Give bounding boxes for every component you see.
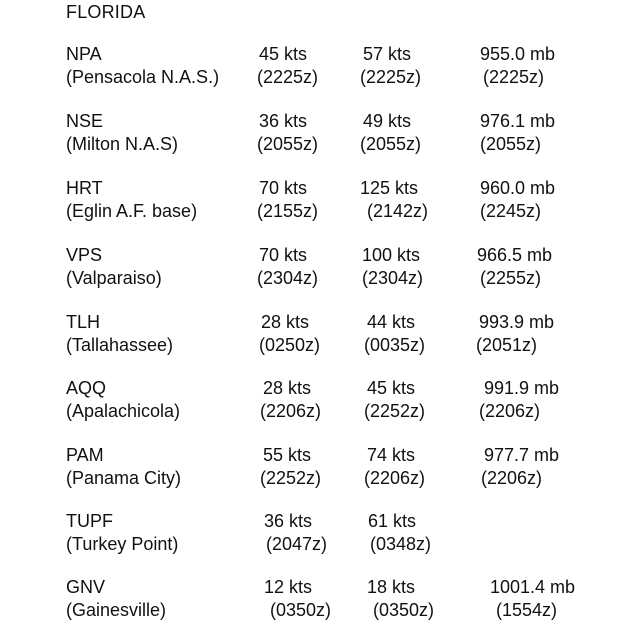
- min-pressure-cell: [480, 43, 555, 89]
- station-name: (Milton N.A.S): [66, 134, 179, 154]
- min-pressure-time: (2245z): [480, 201, 542, 221]
- station-row: [0, 444, 617, 494]
- peak-gust-cell: [360, 244, 423, 290]
- station-id-cell: [66, 110, 178, 156]
- min-pressure-time: (2206z): [481, 468, 543, 488]
- station-code: TUPF: [66, 511, 113, 531]
- peak-gust-time: (0348z): [370, 534, 432, 554]
- sustained-wind-value: 28 kts: [263, 378, 312, 398]
- station-name: (Gainesville): [66, 600, 167, 620]
- state-heading: FLORIDA: [66, 2, 146, 22]
- station-name: (Apalachicola): [66, 401, 181, 421]
- sustained-wind-time: (2252z): [260, 468, 322, 488]
- min-pressure-time: (1554z): [496, 600, 558, 620]
- peak-gust-value: 100 kts: [362, 245, 421, 265]
- min-pressure-time: (2055z): [480, 134, 542, 154]
- min-pressure-cell: [477, 244, 552, 290]
- min-pressure-cell: [480, 177, 555, 223]
- sustained-wind-cell: [260, 444, 321, 490]
- station-code: PAM: [66, 445, 104, 465]
- min-pressure-value: 1001.4 mb: [490, 577, 576, 597]
- peak-gust-value: 57 kts: [363, 44, 412, 64]
- sustained-wind-value: 55 kts: [263, 445, 312, 465]
- station-id-cell: [66, 43, 219, 89]
- min-pressure-value: 977.7 mb: [484, 445, 560, 465]
- sustained-wind-cell: [259, 311, 320, 357]
- peak-gust-time: (2055z): [360, 134, 422, 154]
- min-pressure-cell: [480, 110, 555, 156]
- min-pressure-value: 955.0 mb: [480, 44, 556, 64]
- min-pressure-time: (2255z): [480, 268, 542, 288]
- sustained-wind-time: (2206z): [260, 401, 322, 421]
- min-pressure-value: 991.9 mb: [484, 378, 560, 398]
- peak-gust-value: 61 kts: [368, 511, 417, 531]
- peak-gust-time: (2252z): [364, 401, 426, 421]
- min-pressure-value: 993.9 mb: [479, 312, 555, 332]
- peak-gust-cell: [367, 576, 434, 622]
- peak-gust-value: 49 kts: [363, 111, 412, 131]
- peak-gust-value: 18 kts: [367, 577, 416, 597]
- sustained-wind-value: 70 kts: [259, 178, 308, 198]
- station-row: [0, 377, 617, 427]
- sustained-wind-cell: [264, 510, 327, 556]
- station-row: [0, 311, 617, 361]
- min-pressure-time: (2051z): [476, 335, 538, 355]
- sustained-wind-cell: [257, 177, 318, 223]
- sustained-wind-time: (0250z): [259, 335, 321, 355]
- peak-gust-time: (2206z): [364, 468, 426, 488]
- station-id-cell: [66, 510, 178, 556]
- min-pressure-cell: [490, 576, 575, 622]
- peak-gust-cell: [364, 311, 425, 357]
- peak-gust-value: 125 kts: [360, 178, 419, 198]
- peak-gust-value: 74 kts: [367, 445, 416, 465]
- station-row: [0, 576, 617, 626]
- sustained-wind-value: 36 kts: [259, 111, 308, 131]
- station-id-cell: [66, 377, 180, 423]
- sustained-wind-time: (2047z): [266, 534, 328, 554]
- peak-gust-time: (0035z): [364, 335, 426, 355]
- peak-gust-value: 45 kts: [367, 378, 416, 398]
- station-code: NPA: [66, 44, 102, 64]
- sustained-wind-cell: [264, 576, 331, 622]
- sustained-wind-time: (2225z): [257, 67, 319, 87]
- station-row: [0, 510, 617, 560]
- min-pressure-time: (2206z): [479, 401, 541, 421]
- min-pressure-cell: [479, 377, 559, 423]
- station-code: TLH: [66, 312, 101, 332]
- station-name: (Pensacola N.A.S.): [66, 67, 220, 87]
- station-name: (Eglin A.F. base): [66, 201, 198, 221]
- peak-gust-value: 44 kts: [367, 312, 416, 332]
- sustained-wind-time: (2304z): [257, 268, 319, 288]
- sustained-wind-cell: [257, 43, 318, 89]
- min-pressure-value: 960.0 mb: [480, 178, 556, 198]
- sustained-wind-value: 45 kts: [259, 44, 308, 64]
- station-row: [0, 177, 617, 227]
- station-name: (Valparaiso): [66, 268, 162, 288]
- station-code: NSE: [66, 111, 104, 131]
- station-id-cell: [66, 311, 173, 357]
- peak-gust-cell: [360, 43, 421, 89]
- peak-gust-time: (2142z): [367, 201, 429, 221]
- peak-gust-cell: [360, 110, 421, 156]
- station-row: [0, 110, 617, 160]
- sustained-wind-time: (2155z): [257, 201, 319, 221]
- sustained-wind-value: 28 kts: [261, 312, 310, 332]
- station-name: (Panama City): [66, 468, 182, 488]
- sustained-wind-value: 70 kts: [259, 245, 308, 265]
- min-pressure-value: 966.5 mb: [477, 245, 553, 265]
- station-id-cell: [66, 444, 181, 490]
- station-code: AQQ: [66, 378, 107, 398]
- station-code: GNV: [66, 577, 106, 597]
- station-name: (Turkey Point): [66, 534, 179, 554]
- peak-gust-cell: [364, 377, 425, 423]
- sustained-wind-value: 12 kts: [264, 577, 313, 597]
- station-name: (Tallahassee): [66, 335, 174, 355]
- peak-gust-cell: [368, 510, 431, 556]
- station-row: [0, 244, 617, 294]
- station-id-cell: [66, 576, 166, 622]
- min-pressure-cell: [476, 311, 554, 357]
- min-pressure-cell: [481, 444, 559, 490]
- station-row: [0, 43, 617, 93]
- sustained-wind-cell: [257, 244, 318, 290]
- min-pressure-time: (2225z): [483, 67, 545, 87]
- sustained-wind-cell: [257, 110, 318, 156]
- peak-gust-cell: [360, 177, 428, 223]
- peak-gust-cell: [364, 444, 425, 490]
- sustained-wind-time: (2055z): [257, 134, 319, 154]
- sustained-wind-cell: [260, 377, 321, 423]
- min-pressure-value: 976.1 mb: [480, 111, 556, 131]
- sustained-wind-time: (0350z): [270, 600, 332, 620]
- peak-gust-time: (0350z): [373, 600, 435, 620]
- station-id-cell: [66, 244, 162, 290]
- sustained-wind-value: 36 kts: [264, 511, 313, 531]
- peak-gust-time: (2304z): [362, 268, 424, 288]
- station-code: VPS: [66, 245, 103, 265]
- station-code: HRT: [66, 178, 103, 198]
- station-id-cell: [66, 177, 197, 223]
- peak-gust-time: (2225z): [360, 67, 422, 87]
